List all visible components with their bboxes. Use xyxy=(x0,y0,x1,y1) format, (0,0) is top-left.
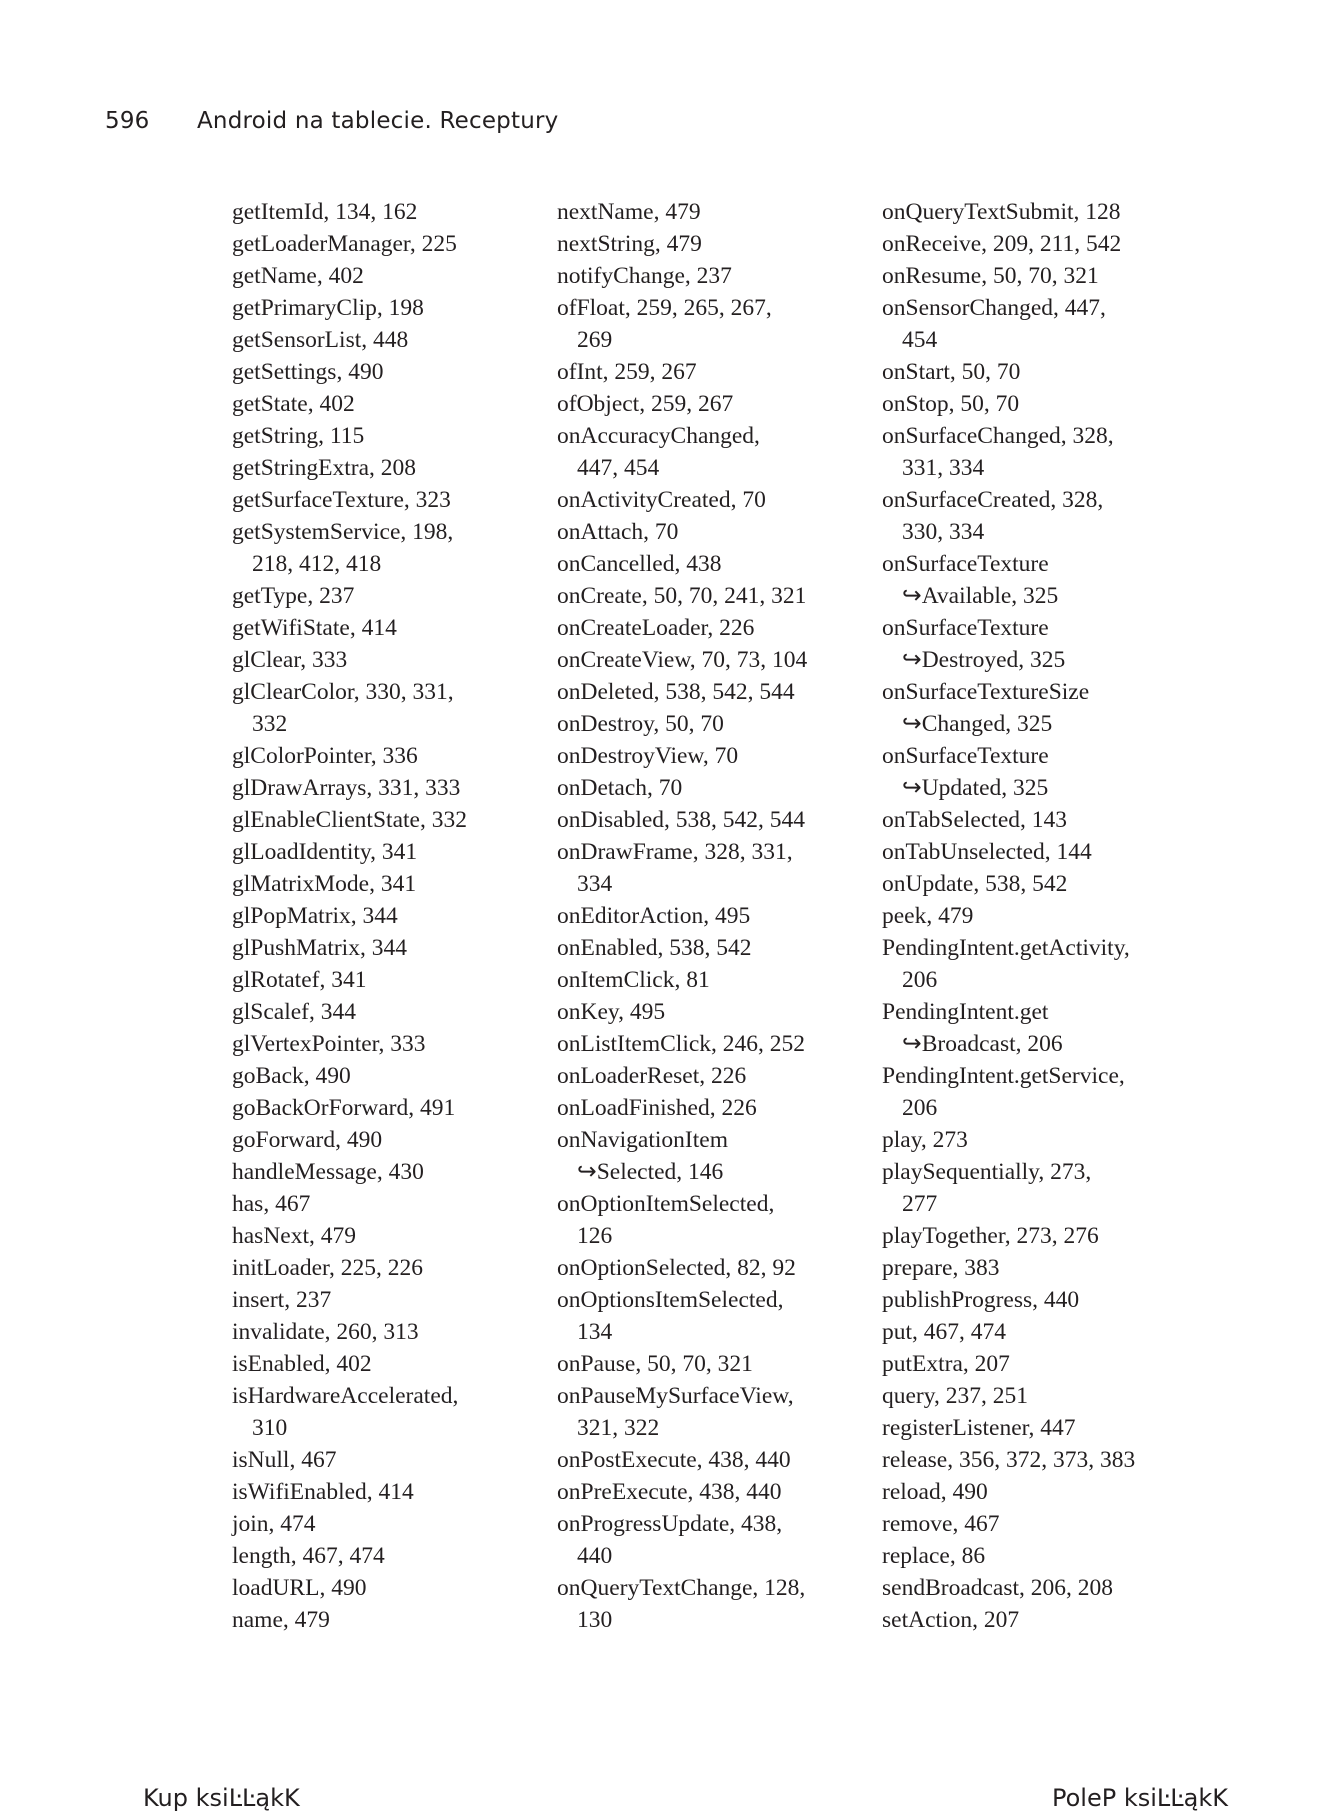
index-entry xyxy=(882,260,1135,292)
index-entry xyxy=(882,740,1135,804)
index-entry-text: onPreExecute, 438, 440 xyxy=(557,1479,782,1505)
index-entry-text: onDestroyView, 70 xyxy=(557,743,739,769)
index-entry xyxy=(557,932,807,964)
index-entry-continuation: 277 xyxy=(902,1191,938,1217)
index-entry xyxy=(232,1476,467,1508)
index-entry xyxy=(232,1284,467,1316)
index-entry xyxy=(232,324,467,356)
index-entry-text: PendingIntent.get xyxy=(882,999,1049,1025)
index-entry xyxy=(882,1572,1135,1604)
index-entry-continuation: 310 xyxy=(252,1415,288,1441)
index-entry xyxy=(557,1060,807,1092)
index-entry xyxy=(882,868,1135,900)
index-entry-text: PendingIntent.getService, xyxy=(882,1063,1125,1089)
index-entry xyxy=(882,1380,1135,1412)
index-entry xyxy=(232,772,467,804)
index-entry-text: nextString, 479 xyxy=(557,231,702,257)
index-entry-text: notifyChange, 237 xyxy=(557,263,732,289)
index-entry xyxy=(557,900,807,932)
index-entry-text: isWifiEnabled, 414 xyxy=(232,1479,414,1505)
index-entry xyxy=(557,964,807,996)
index-entry-text: onItemClick, 81 xyxy=(557,967,710,993)
index-entry-text: onProgressUpdate, 438, xyxy=(557,1511,783,1537)
index-entry-text: initLoader, 225, 226 xyxy=(232,1255,423,1281)
index-entry xyxy=(557,772,807,804)
footer-rate-link[interactable]: PoleP ksiĿĿąkK xyxy=(1052,1784,1228,1812)
index-entry xyxy=(232,420,467,452)
index-entry-continuation: 447, 454 xyxy=(577,455,660,481)
index-entry-text: onActivityCreated, 70 xyxy=(557,487,766,513)
index-entry-text: registerListener, 447 xyxy=(882,1415,1076,1441)
index-entry-text: glClear, 333 xyxy=(232,647,348,673)
index-entry-continuation: 440 xyxy=(577,1543,613,1569)
index-entry-text: ofObject, 259, 267 xyxy=(557,391,734,417)
index-entry xyxy=(232,1252,467,1284)
index-entry xyxy=(557,612,807,644)
index-entry xyxy=(232,1540,467,1572)
index-entry xyxy=(232,484,467,516)
index-entry-text: onSurfaceTexture xyxy=(882,743,1049,769)
footer-buy-link[interactable]: Kup ksiĿĿąkK xyxy=(143,1784,300,1812)
index-entry xyxy=(232,452,467,484)
index-entry xyxy=(557,580,807,612)
index-entry xyxy=(232,1028,467,1060)
index-entry-text: onCreateLoader, 226 xyxy=(557,615,755,641)
index-entry-continuation: ↪Updated, 325 xyxy=(902,775,1049,801)
index-entry xyxy=(557,388,807,420)
index-entry-text: onCreateView, 70, 73, 104 xyxy=(557,647,808,673)
index-entry-text: onDisabled, 538, 542, 544 xyxy=(557,807,806,833)
index-entry-text: onCreate, 50, 70, 241, 321 xyxy=(557,583,807,609)
index-entry-text: glPopMatrix, 344 xyxy=(232,903,398,929)
page-number: 596 xyxy=(105,108,150,134)
index-entry-continuation: 206 xyxy=(902,1095,938,1121)
index-entry xyxy=(557,1188,807,1252)
index-entry-text: onKey, 495 xyxy=(557,999,666,1025)
index-entry-text: query, 237, 251 xyxy=(882,1383,1028,1409)
index-entry-text: getSensorList, 448 xyxy=(232,327,409,353)
index-entry-text: onEditorAction, 495 xyxy=(557,903,751,929)
index-entry xyxy=(882,836,1135,868)
index-entry-text: onReceive, 209, 211, 542 xyxy=(882,231,1122,257)
index-entry xyxy=(557,644,807,676)
index-entry xyxy=(557,1284,807,1348)
index-entry-text: onTabUnselected, 144 xyxy=(882,839,1092,865)
index-entry xyxy=(232,1348,467,1380)
index-entry xyxy=(232,1316,467,1348)
index-entry-continuation: 454 xyxy=(902,327,938,353)
index-entry-text: getStringExtra, 208 xyxy=(232,455,417,481)
index-entry-continuation: ↪Broadcast, 206 xyxy=(902,1031,1063,1057)
index-entry xyxy=(557,1508,807,1572)
index-entry xyxy=(232,1508,467,1540)
index-entry-text: onSurfaceCreated, 328, xyxy=(882,487,1104,513)
index-entry xyxy=(882,676,1135,740)
index-entry-text: onDetach, 70 xyxy=(557,775,683,801)
index-entry-text: onNavigationItem xyxy=(557,1127,728,1153)
index-entry-text: onOptionItemSelected, xyxy=(557,1191,775,1217)
index-entry xyxy=(232,1156,467,1188)
index-entry xyxy=(232,1188,467,1220)
index-entry xyxy=(557,420,807,484)
index-entry xyxy=(557,1444,807,1476)
index-entry-continuation: 218, 412, 418 xyxy=(252,551,382,577)
index-entry-text: playSequentially, 273, xyxy=(882,1159,1092,1185)
index-entry-continuation: 334 xyxy=(577,871,613,897)
index-entry-text: getType, 237 xyxy=(232,583,355,609)
index-entry xyxy=(882,1412,1135,1444)
index-entry-text: onEnabled, 538, 542 xyxy=(557,935,752,961)
index-entry-continuation: 126 xyxy=(577,1223,613,1249)
index-entry xyxy=(232,516,467,580)
index-entry-text: getState, 402 xyxy=(232,391,355,417)
index-entry xyxy=(232,1572,467,1604)
index-entry xyxy=(557,1572,807,1636)
running-header xyxy=(105,108,558,134)
index-entry-text: getString, 115 xyxy=(232,423,365,449)
index-entry-text: remove, 467 xyxy=(882,1511,1000,1537)
index-entry-text: PendingIntent.getActivity, xyxy=(882,935,1130,961)
index-entry-text: nextName, 479 xyxy=(557,199,701,225)
index-entry xyxy=(882,292,1135,356)
index-entry-text: onOptionsItemSelected, xyxy=(557,1287,784,1313)
index-entry-text: onOptionSelected, 82, 92 xyxy=(557,1255,796,1281)
index-entry xyxy=(557,1476,807,1508)
index-entry-text: onSurfaceTexture xyxy=(882,551,1049,577)
index-entry xyxy=(557,1028,807,1060)
index-entry-text: getSurfaceTexture, 323 xyxy=(232,487,451,513)
index-entry xyxy=(557,228,807,260)
index-entry-text: onLoadFinished, 226 xyxy=(557,1095,757,1121)
index-entry xyxy=(882,196,1135,228)
index-entry-text: onAttach, 70 xyxy=(557,519,679,545)
index-entry-text: isNull, 467 xyxy=(232,1447,337,1473)
index-entry-text: getSettings, 490 xyxy=(232,359,384,385)
index-entry xyxy=(557,1380,807,1444)
index-entry-text: onUpdate, 538, 542 xyxy=(882,871,1068,897)
index-entry-text: onPostExecute, 438, 440 xyxy=(557,1447,791,1473)
index-entry-text: onPause, 50, 70, 321 xyxy=(557,1351,753,1377)
index-entry xyxy=(232,676,467,740)
index-entry-text: getItemId, 134, 162 xyxy=(232,199,418,225)
index-entry-text: glDrawArrays, 331, 333 xyxy=(232,775,461,801)
index-entry-text: glRotatef, 341 xyxy=(232,967,367,993)
index-entry-text: loadURL, 490 xyxy=(232,1575,367,1601)
index-entry-text: peek, 479 xyxy=(882,903,974,929)
index-entry xyxy=(882,612,1135,676)
index-entry xyxy=(557,676,807,708)
index-entry xyxy=(232,388,467,420)
index-entry-text: onCancelled, 438 xyxy=(557,551,722,577)
index-entry-text: isHardwareAccelerated, xyxy=(232,1383,459,1409)
index-entry xyxy=(232,196,467,228)
index-entry-text: playTogether, 273, 276 xyxy=(882,1223,1099,1249)
index-entry xyxy=(232,580,467,612)
index-entry xyxy=(232,868,467,900)
index-entry xyxy=(882,228,1135,260)
index-entry-text: glColorPointer, 336 xyxy=(232,743,418,769)
index-entry xyxy=(882,356,1135,388)
index-entry xyxy=(557,292,807,356)
index-entry xyxy=(557,516,807,548)
index-entry xyxy=(882,1604,1135,1636)
index-entry xyxy=(232,1220,467,1252)
index-entry-text: put, 467, 474 xyxy=(882,1319,1007,1345)
index-entry-text: onSurfaceChanged, 328, xyxy=(882,423,1114,449)
index-column-2 xyxy=(557,196,807,1636)
index-entry-text: putExtra, 207 xyxy=(882,1351,1010,1377)
index-entry-text: onQueryTextSubmit, 128 xyxy=(882,199,1121,225)
index-entry-text: onQueryTextChange, 128, xyxy=(557,1575,806,1601)
index-entry xyxy=(557,996,807,1028)
index-entry-text: publishProgress, 440 xyxy=(882,1287,1080,1313)
index-entry-text: getWifiState, 414 xyxy=(232,615,397,641)
index-entry xyxy=(882,1060,1135,1124)
index-entry xyxy=(557,708,807,740)
index-entry-text: handleMessage, 430 xyxy=(232,1159,424,1185)
index-entry-continuation: 130 xyxy=(577,1607,613,1633)
index-entry xyxy=(557,1124,807,1188)
index-entry-text: getPrimaryClip, 198 xyxy=(232,295,424,321)
index-entry-text: sendBroadcast, 206, 208 xyxy=(882,1575,1114,1601)
index-entry-text: glMatrixMode, 341 xyxy=(232,871,417,897)
index-entry xyxy=(882,1316,1135,1348)
index-entry-text: onListItemClick, 246, 252 xyxy=(557,1031,806,1057)
index-entry-continuation: 134 xyxy=(577,1319,613,1345)
index-entry-text: getLoaderManager, 225 xyxy=(232,231,457,257)
index-entry xyxy=(232,292,467,324)
index-entry xyxy=(557,1252,807,1284)
index-entry-text: onSurfaceTextureSize xyxy=(882,679,1090,705)
index-entry-text: glScalef, 344 xyxy=(232,999,356,1025)
index-entry-continuation: ↪Available, 325 xyxy=(902,583,1059,609)
index-entry xyxy=(232,964,467,996)
index-entry-text: glClearColor, 330, 331, xyxy=(232,679,454,705)
index-entry-text: insert, 237 xyxy=(232,1287,332,1313)
index-entry xyxy=(557,1348,807,1380)
index-entry-text: onStop, 50, 70 xyxy=(882,391,1020,417)
index-entry-text: onDrawFrame, 328, 331, xyxy=(557,839,793,865)
index-entry-continuation: 269 xyxy=(577,327,613,353)
index-entry xyxy=(882,1124,1135,1156)
index-entry-continuation: ↪Selected, 146 xyxy=(577,1159,724,1185)
index-entry xyxy=(557,548,807,580)
index-entry xyxy=(232,900,467,932)
index-entry xyxy=(557,804,807,836)
index-entry xyxy=(232,1124,467,1156)
index-entry-continuation: 330, 334 xyxy=(902,519,985,545)
index-entry-continuation: 332 xyxy=(252,711,288,737)
index-entry xyxy=(882,996,1135,1060)
index-entry xyxy=(882,1284,1135,1316)
index-entry-text: isEnabled, 402 xyxy=(232,1351,372,1377)
index-entry xyxy=(232,1444,467,1476)
index-entry-text: release, 356, 372, 373, 383 xyxy=(882,1447,1136,1473)
index-entry xyxy=(232,1092,467,1124)
index-entry-text: onDeleted, 538, 542, 544 xyxy=(557,679,795,705)
index-entry xyxy=(557,356,807,388)
index-entry xyxy=(232,356,467,388)
index-entry-text: play, 273 xyxy=(882,1127,968,1153)
index-entry xyxy=(557,196,807,228)
index-entry xyxy=(232,260,467,292)
book-title: Android na tablecie. Receptury xyxy=(197,108,559,134)
index-entry-text: invalidate, 260, 313 xyxy=(232,1319,419,1345)
index-entry xyxy=(882,548,1135,612)
index-entry xyxy=(232,996,467,1028)
index-column-1 xyxy=(232,196,467,1636)
index-entry xyxy=(232,932,467,964)
index-entry-text: onSurfaceTexture xyxy=(882,615,1049,641)
index-entry-continuation: ↪Destroyed, 325 xyxy=(902,647,1066,673)
index-entry xyxy=(882,1476,1135,1508)
index-entry-text: glVertexPointer, 333 xyxy=(232,1031,426,1057)
index-entry-text: replace, 86 xyxy=(882,1543,986,1569)
index-entry-text: getName, 402 xyxy=(232,263,364,289)
index-entry xyxy=(882,484,1135,548)
index-entry-text: onLoaderReset, 226 xyxy=(557,1063,747,1089)
index-entry-text: glPushMatrix, 344 xyxy=(232,935,407,961)
index-entry xyxy=(232,804,467,836)
index-entry-text: setAction, 207 xyxy=(882,1607,1020,1633)
index-entry-text: onAccuracyChanged, xyxy=(557,423,760,449)
index-entry-text: onDestroy, 50, 70 xyxy=(557,711,724,737)
index-entry xyxy=(232,644,467,676)
index-entry xyxy=(557,260,807,292)
index-entry xyxy=(557,740,807,772)
index-entry-continuation: 206 xyxy=(902,967,938,993)
index-entry-text: ofFloat, 259, 265, 267, xyxy=(557,295,772,321)
index-entry xyxy=(557,1092,807,1124)
index-entry-text: ofInt, 259, 267 xyxy=(557,359,697,385)
index-column-3 xyxy=(882,196,1135,1636)
index-entry xyxy=(882,900,1135,932)
index-entry-text: onPauseMySurfaceView, xyxy=(557,1383,794,1409)
index-entry-text: goBackOrForward, 491 xyxy=(232,1095,456,1121)
index-entry xyxy=(232,740,467,772)
index-entry xyxy=(882,932,1135,996)
index-entry-text: onResume, 50, 70, 321 xyxy=(882,263,1099,289)
index-entry-continuation: 321, 322 xyxy=(577,1415,660,1441)
index-entry xyxy=(882,1508,1135,1540)
index-entry xyxy=(232,1060,467,1092)
index-entry xyxy=(557,484,807,516)
index-entry xyxy=(882,420,1135,484)
index-entry xyxy=(232,836,467,868)
index-entry-text: goBack, 490 xyxy=(232,1063,351,1089)
index-entry-text: onSensorChanged, 447, xyxy=(882,295,1106,321)
index-entry-text: reload, 490 xyxy=(882,1479,988,1505)
index-entry xyxy=(882,1252,1135,1284)
index-entry-text: onStart, 50, 70 xyxy=(882,359,1021,385)
index-entry xyxy=(882,1540,1135,1572)
index-entry-text: goForward, 490 xyxy=(232,1127,383,1153)
index-entry-continuation: 331, 334 xyxy=(902,455,985,481)
index-entry xyxy=(882,388,1135,420)
index-entry-text: join, 474 xyxy=(232,1511,316,1537)
index-entry xyxy=(232,612,467,644)
index-entry xyxy=(232,1380,467,1444)
index-entry xyxy=(557,836,807,900)
index-entry-text: glLoadIdentity, 341 xyxy=(232,839,418,865)
index-entry xyxy=(232,1604,467,1636)
index-entry xyxy=(882,1156,1135,1220)
index-entry xyxy=(882,804,1135,836)
index-entry-text: glEnableClientState, 332 xyxy=(232,807,467,833)
index-entry-text: getSystemService, 198, xyxy=(232,519,454,545)
index-entry xyxy=(882,1444,1135,1476)
index-entry-text: length, 467, 474 xyxy=(232,1543,385,1569)
index-entry xyxy=(232,228,467,260)
index-entry-text: prepare, 383 xyxy=(882,1255,1000,1281)
index-entry-text: onTabSelected, 143 xyxy=(882,807,1067,833)
index-entry-text: has, 467 xyxy=(232,1191,311,1217)
index-entry xyxy=(882,1220,1135,1252)
index-entry xyxy=(882,1348,1135,1380)
index-entry-text: hasNext, 479 xyxy=(232,1223,357,1249)
index-entry-text: name, 479 xyxy=(232,1607,330,1633)
index-entry-continuation: ↪Changed, 325 xyxy=(902,711,1053,737)
